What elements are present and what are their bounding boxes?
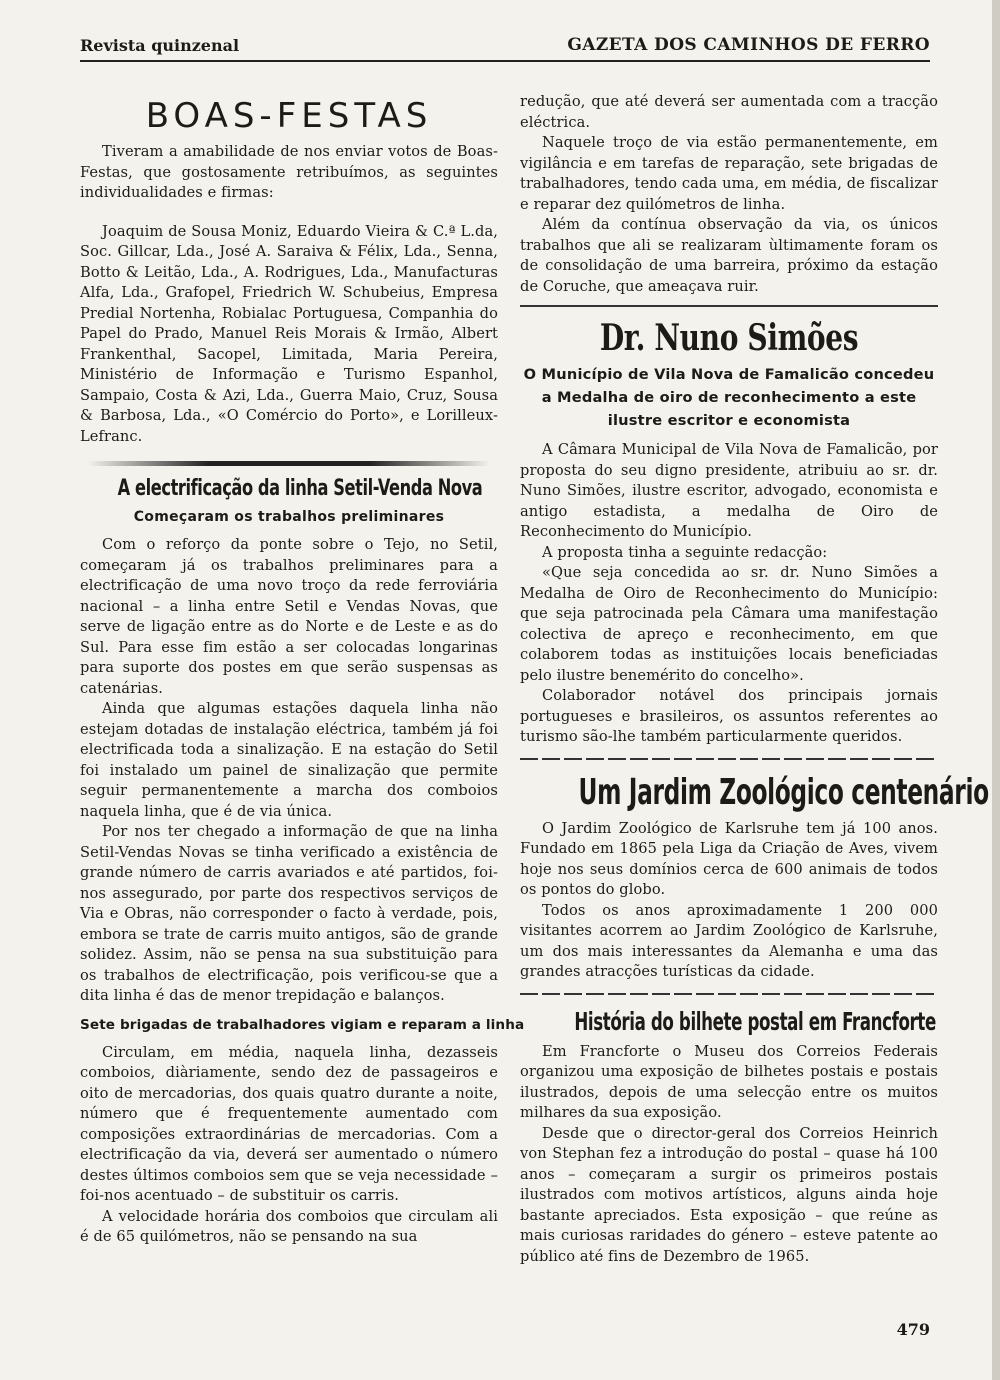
postal-p2: Desde que o director-geral dos Correios Heinrich von Stephan fez a introdução do postal – quase há 100 anos – começaram a surgir os primeiros postais ilustrados com motivos artísticos, alguns ainda hoje bastante apreciados. Esta exposição – que reúne as mais curiosas raridades do género – esteve patente ao público até fins de Dezembro de 1965. xyxy=(520,1124,938,1265)
header-left: Revista quinzenal xyxy=(80,36,240,55)
section-divider xyxy=(88,461,490,466)
electrificacao-p2: Ainda que algumas estações daquela linha não estejam dotadas de instalação eléctrica, também já foi electrificada toda a sinalização. E na estação do Setil foi instalado um painel de sinalização que permite seguir permanentemente a marcha dos comboios naquela linha, que é de via única. xyxy=(80,700,498,820)
nuno-p2: A proposta tinha a seguinte redacção: xyxy=(542,543,828,561)
left-column xyxy=(80,92,525,1248)
postal-title: História do bilhete postal em Francforte xyxy=(574,1006,936,1036)
nuno-simoes-subtitle: O Município de Vila Nova de Famalicão concedeu a Medalha de oiro de reconhecimento a este ilustre escritor e economista xyxy=(523,366,935,429)
continuation-p1: redução, que até deverá ser aumentada com a tracção eléctrica. xyxy=(520,93,938,131)
right-column xyxy=(520,92,989,1267)
zoo-p2: Todos os anos aproximadamente 1 200 000 visitantes acorrem ao Jardim Zoológico de Karlsruhe, um dos mais interessantes da Alemanha e uma das grandes atracções turísticas da cidade. xyxy=(520,901,938,980)
section-divider xyxy=(520,993,938,995)
nuno-p4: Colaborador notável dos principais jornais portugueses e brasileiros, os assuntos referentes ao turismo são-lhe também particularmente queridos. xyxy=(520,687,938,745)
boas-festas-intro: Tiveram a amabilidade de nos enviar votos de Boas-Festas, que gostosamente retribuímos, as seguintes individualidades e firmas: xyxy=(80,143,498,201)
nuno-simoes-title: Dr. Nuno Simões xyxy=(599,317,859,359)
boas-festas-names: Joaquim de Sousa Moniz, Eduardo Vieira & C.ª L.da, Soc. Gillcar, Lda., José A. Saraiva & Félix, Lda., Senna, Botto & Leitão, Lda., A. Rodrigues, Lda., Manufacturas Alfa, Lda., Grafopel, Friedrich W. Schubeius, Empresa Predial Nortenha, Robialac Portuguesa, Companhia do Papel do Prado, Manuel Reis Morais & Irmão, Albert Frankenthal, Sacopel, Limitada, Maria Pereira, Ministério de Informação e Turismo Espanhol, Sampaio, Costa & Azi, Lda., Guerra Maio, Cruz, Sousa & Barbosa, Lda., «O Comércio do Porto», e Lorilleux-Lefranc. xyxy=(80,222,498,445)
section-divider xyxy=(520,305,938,307)
header-right: GAZETA DOS CAMINHOS DE FERRO xyxy=(567,35,930,55)
electrificacao-subtitle: Começaram os trabalhos preliminares xyxy=(133,509,445,525)
page-number: 479 xyxy=(896,1320,930,1339)
boas-festas-title: BOAS-FESTAS xyxy=(145,96,433,136)
continuation-p2: Naquele troço de via estão permanentemente, em vigilância e em tarefas de reparação, sete brigadas de trabalhadores, tendo cada uma, em média, de fiscalizar e reparar dez quilómetros de linha. xyxy=(520,134,938,213)
electrificacao-p4: Circulam, em média, naquela linha, dezasseis comboios, diàriamente, sendo dez de passageiros e oito de mercadorias, dos quais quatro durante a noite, número que é frequentemente aumentado com composições extraordinárias de mercadorias. Com a electrificação da via, deverá ser aumentado o número destes últimos comboios sem que se veja necessidade – foi-nos acentuado – de substituir os carris. xyxy=(80,1043,498,1204)
nuno-p1: A Câmara Municipal de Vila Nova de Famalicão, por proposta do seu digno presidente, atribuiu ao sr. dr. Nuno Simões, ilustre escritor, advogado, economista e antigo estadista, a medalha de Oiro de Reconhecimento do Município. xyxy=(520,441,938,540)
electrificacao-title: A electrificação da linha Setil-Venda Nova xyxy=(117,476,483,501)
zoo-title: Um Jardim Zoológico centenário xyxy=(578,771,989,813)
section-divider xyxy=(520,758,938,760)
electrificacao-p5: A velocidade horária dos comboios que circulam ali é de 65 quilómetros, não se pensando na sua xyxy=(80,1207,498,1245)
continuation-p3: Além da contínua observação da via, os únicos trabalhos que ali se realizaram ùltimamente foram os de consolidação de uma barreira, próximo da estação de Coruche, que ameaçava ruir. xyxy=(520,216,938,295)
electrificacao-p1: Com o reforço da ponte sobre o Tejo, no Setil, começaram já os trabalhos preliminares para a electrificação de uma novo troço da rede ferroviária nacional – a linha entre Setil e Vendas Novas, que serve de ligação entre as do Norte e de Leste e as do Sul. Para esse fim estão a ser colocadas longarinas para suporte dos postes em que serão suspensas as catenárias. xyxy=(80,536,498,697)
postal-p1: Em Francforte o Museu dos Correios Federais organizou uma exposição de bilhetes postais e postais ilustrados, depois de uma selecção entre os muitos milhares da sua exposição. xyxy=(520,1042,938,1121)
electrificacao-p3: Por nos ter chegado a informação de que na linha Setil-Vendas Novas se tinha verificado a existência de grande número de carris avariados e até partidos, foi-nos assegurado, por parte dos respectivos serviços de Via e Obras, não corresponder o facto à verdade, pois, embora se trate de carris muito antigos, são de grande solidez. Assim, não se pensa na sua substituição para os trabalhos de electrificação, pois verificou-se que a dita linha é das de menor trepidação e balanços. xyxy=(80,823,498,1004)
zoo-p1: O Jardim Zoológico de Karlsruhe tem já 100 anos. Fundado em 1865 pela Liga da Criação de Aves, vivem hoje nos seus domínios cerca de 600 animais de todos os pontos do globo. xyxy=(520,819,938,898)
page-header xyxy=(80,28,930,62)
nuno-p3: «Que seja concedida ao sr. dr. Nuno Simões a Medalha de Oiro de Reconhecimento do Município: que seja patrocinada pela Câmara uma manifestação colectiva de apreço e reconhecimento, em que colaborem todas as instituições locais beneficiadas pelo ilustre benemérito do concelho». xyxy=(520,564,938,684)
brigadas-subheading: Sete brigadas de trabalhadores vigiam e reparam a linha xyxy=(80,1016,525,1033)
